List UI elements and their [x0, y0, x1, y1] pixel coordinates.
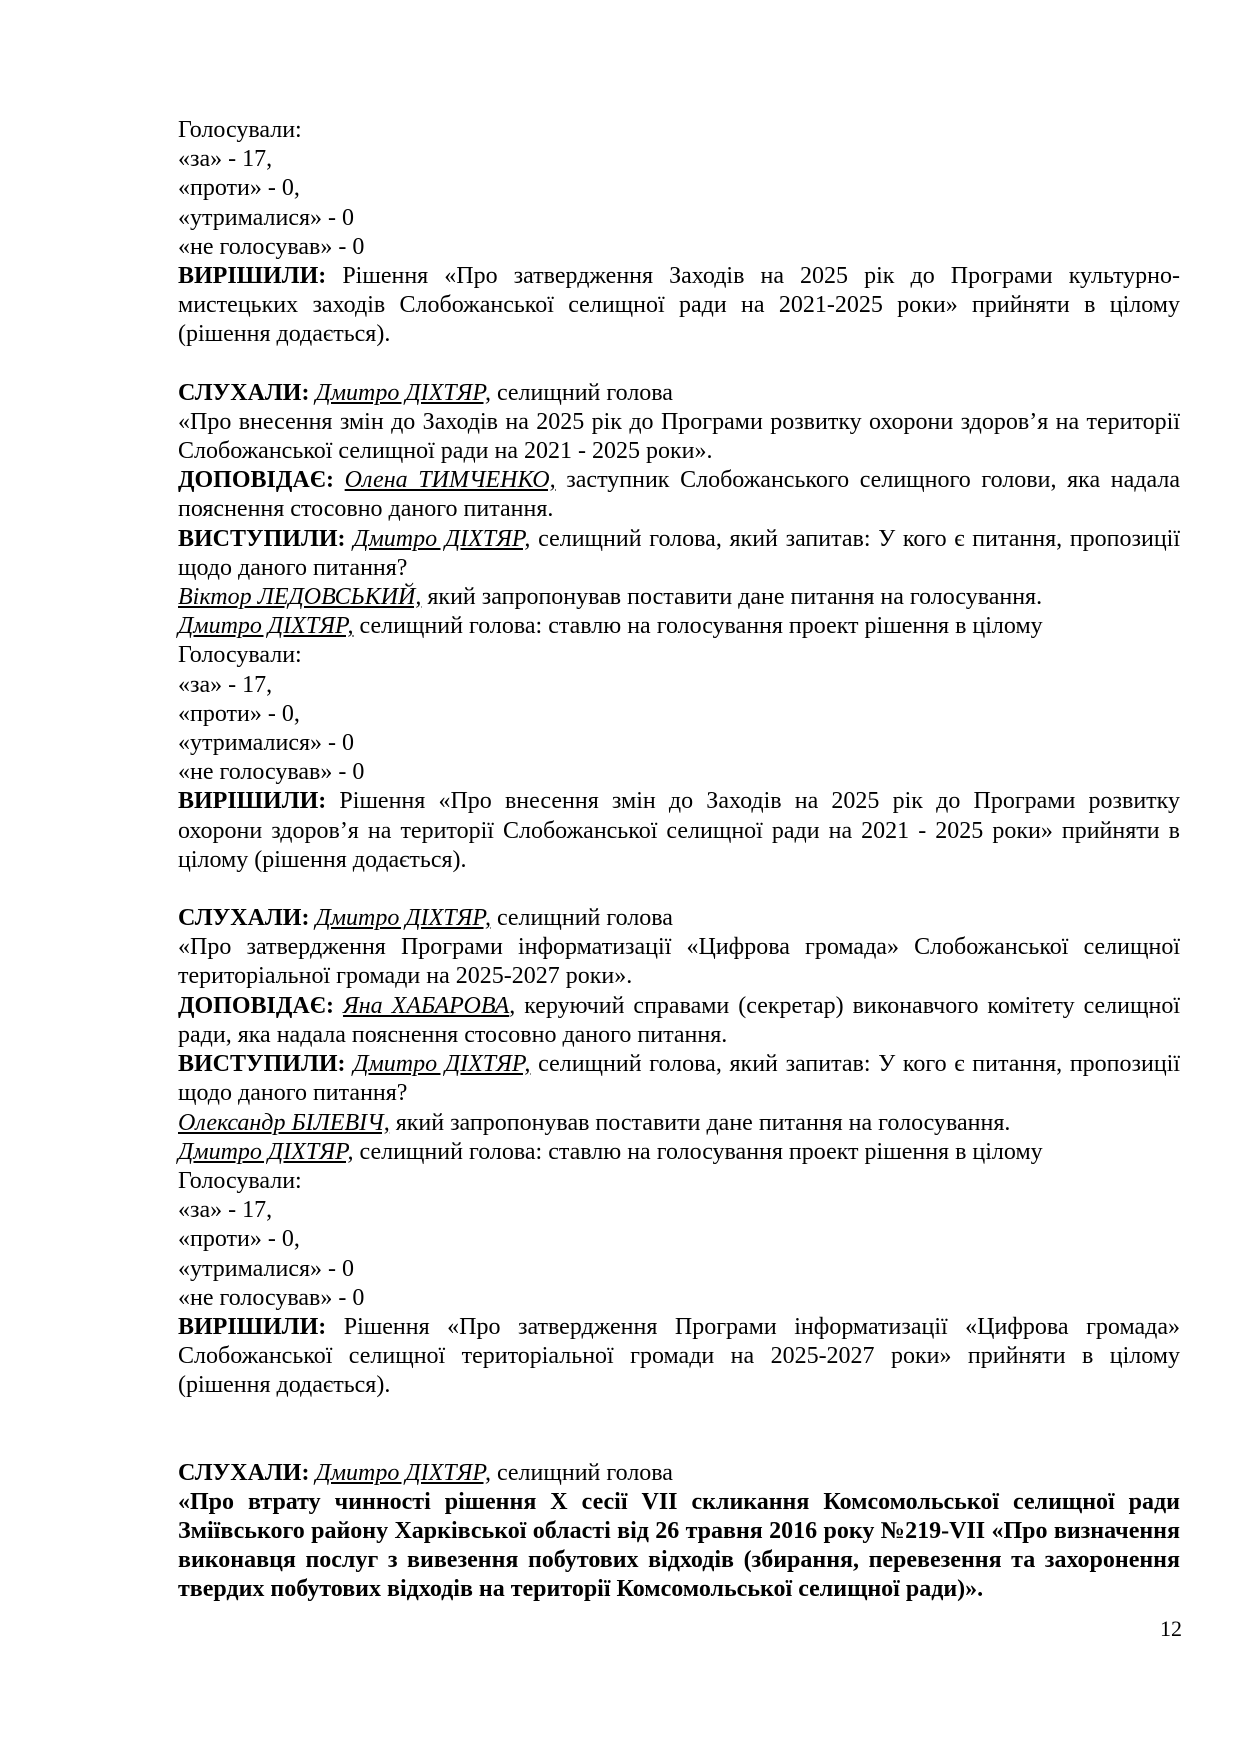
- chair-name: Дмитро ДІХТЯР,: [178, 613, 354, 640]
- topic-paragraph: «Про втрату чинності рішення X сесії VII скликання Комсомольської селищної ради Зміївського району Харківської області від 26 травня 2016 року №219-VII «Про визначення виконавця послуг з вивезення побутових відходів (збирання, перевезення та захоронення твердих побутових відходів на території Комсомольської селищної ради)».: [178, 1488, 1180, 1603]
- reported-label: ДОПОВІДАЄ:: [178, 467, 334, 494]
- decided-label: ВИРІШИЛИ:: [178, 263, 327, 290]
- paragraph-spacer: [178, 875, 1180, 904]
- reporter-paragraph: [178, 992, 1180, 1050]
- decision-paragraph: [178, 262, 1180, 350]
- vote-for: «за» - 17,: [178, 1197, 273, 1224]
- paragraph-spacer: [178, 1401, 1180, 1459]
- decided-label: ВИРІШИЛИ:: [178, 1313, 327, 1340]
- document-body: [178, 116, 1180, 1605]
- vote-abstained: «утрималися» - 0: [178, 204, 355, 231]
- vote-abstained: «утрималися» - 0: [178, 1255, 355, 1282]
- heard-name: Дмитро ДІХТЯР,: [315, 379, 491, 406]
- decision-text: Рішення «Про затвердження Програми інформатизації «Цифрова громада» Слобожанської селищної територіальної громади на 2025-2027 роки» прийняти в цілому (рішення додається).: [178, 1313, 1180, 1399]
- decision-text: Рішення «Про затвердження Заходів на 2025 рік до Програми культурно-мистецьких заходів Слобожанської селищної ради на 2021-2025 роки» прийняти в цілому (рішення додається).: [178, 263, 1180, 348]
- heard-role: селищний голова: [490, 1459, 673, 1486]
- decision-paragraph: [178, 787, 1180, 875]
- heard-line: [178, 379, 1180, 408]
- chair-line: [178, 612, 1180, 641]
- speakers-paragraph: [178, 1050, 1180, 1108]
- decided-label: ВИРІШИЛИ:: [178, 788, 327, 815]
- chair-text: селищний голова: ставлю на голосування проект рішення в цілому: [353, 1138, 1043, 1165]
- chair-name: Дмитро ДІХТЯР,: [178, 1138, 354, 1165]
- reporter-text: , керуючий справами (секретар) виконавчого комітету селищної ради, яка надала пояснення стосовно даного питання.: [178, 992, 1180, 1048]
- vote-header: Голосували:: [178, 642, 302, 669]
- decision-paragraph: [178, 1313, 1180, 1401]
- vote-for: «за» - 17,: [178, 671, 273, 698]
- decision-text: Рішення «Про внесення змін до Заходів на 2025 рік до Програми розвитку охорони здоров’я на території Слобожанської селищної ради на 2021 - 2025 роки» прийняти в цілому (рішення додається).: [178, 788, 1180, 873]
- vote-not-voted: «не голосував» - 0: [178, 233, 365, 260]
- chair-text: селищний голова: ставлю на голосування проект рішення в цілому: [353, 613, 1043, 640]
- reporter-name: Яна ХАБАРОВА: [342, 992, 510, 1019]
- heard-label: СЛУХАЛИ:: [178, 379, 310, 406]
- topic-paragraph: «Про затвердження Програми інформатизації «Цифрова громада» Слобожанської селищної територіальної громади на 2025-2027 роки».: [178, 934, 1180, 990]
- proposer-line: [178, 1109, 1180, 1138]
- speaker-name: Дмитро ДІХТЯР,: [353, 1051, 531, 1078]
- spoke-label: ВИСТУПИЛИ:: [178, 525, 346, 552]
- reporter-name: Олена ТИМЧЕНКО,: [344, 467, 556, 494]
- vote-abstained: «утрималися» - 0: [178, 730, 355, 757]
- heard-role: селищний голова: [490, 905, 673, 932]
- heard-label: СЛУХАЛИ:: [178, 1459, 310, 1486]
- reporter-text: заступник Слобожанського селищного голови, яка надала пояснення стосовно даного питання.: [178, 467, 1180, 523]
- heard-label: СЛУХАЛИ:: [178, 905, 310, 932]
- speaker-text: селищний голова, який запитав: У кого є питання, пропозиції щодо даного питання?: [178, 525, 1181, 581]
- heard-line: [178, 904, 1180, 933]
- proposer-line: [178, 583, 1180, 612]
- vote-against: «проти» - 0,: [178, 175, 300, 202]
- vote-against: «проти» - 0,: [178, 1226, 300, 1253]
- reported-label: ДОПОВІДАЄ:: [178, 992, 334, 1019]
- speaker-name: Дмитро ДІХТЯР,: [353, 525, 531, 552]
- vote-not-voted: «не голосував» - 0: [178, 759, 365, 786]
- proposer-name: Олександр БІЛЕВІЧ,: [178, 1109, 390, 1136]
- vote-for: «за» - 17,: [178, 146, 273, 173]
- proposer-text: який запропонував поставити дане питання на голосування.: [389, 1109, 1011, 1136]
- proposer-text: який запропонував поставити дане питання на голосування.: [421, 584, 1043, 611]
- proposer-name: Віктор ЛЕДОВСЬКИЙ,: [178, 584, 422, 611]
- vote-header: Голосували:: [178, 117, 302, 143]
- heard-name: Дмитро ДІХТЯР,: [315, 905, 491, 932]
- vote-not-voted: «не голосував» - 0: [178, 1284, 365, 1311]
- page-number: 12: [1160, 1616, 1182, 1641]
- topic-paragraph: «Про внесення змін до Заходів на 2025 рік до Програми розвитку охорони здоров’я на території Слобожанської селищної ради на 2021 - 2025 роки».: [178, 408, 1180, 465]
- chair-line: [178, 1138, 1180, 1167]
- heard-name: Дмитро ДІХТЯР,: [315, 1459, 491, 1486]
- spoke-label: ВИСТУПИЛИ:: [178, 1051, 346, 1078]
- speakers-paragraph: [178, 525, 1180, 583]
- heard-role: селищний голова: [490, 379, 673, 406]
- paragraph-spacer: [178, 350, 1180, 379]
- heard-line: [178, 1459, 1180, 1488]
- speaker-text: селищний голова, який запитав: У кого є питання, пропозиції щодо даного питання?: [178, 1051, 1181, 1107]
- vote-against: «проти» - 0,: [178, 700, 300, 727]
- reporter-paragraph: [178, 466, 1180, 524]
- vote-header: Голосували:: [178, 1167, 302, 1194]
